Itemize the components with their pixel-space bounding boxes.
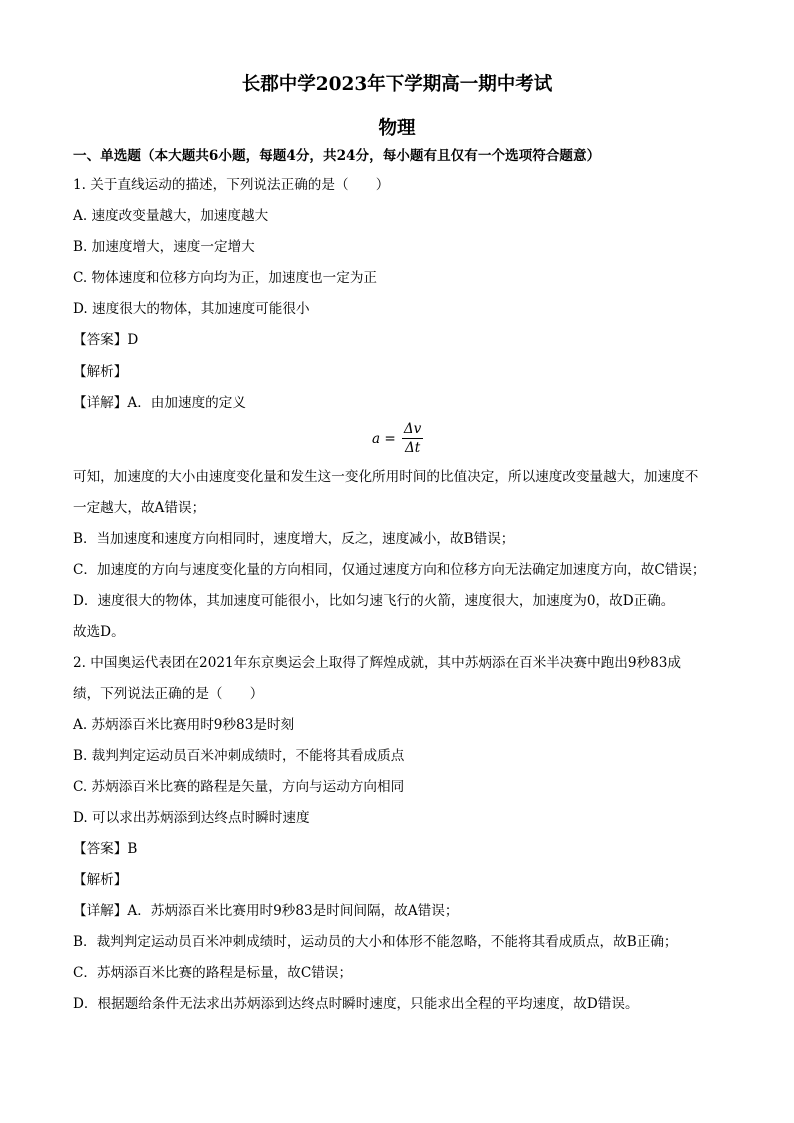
- question-1-stem: 1. 关于直线运动的描述，下列说法正确的是（ ）: [73, 177, 390, 193]
- acceleration-formula: [372, 420, 423, 457]
- question-2-option-d: D. 可以求出苏炳添到达终点时瞬时速度: [73, 810, 310, 826]
- question-2-explain-3: C．苏炳添百米比赛的路程是标量，故C错误；: [73, 965, 353, 981]
- question-1-explain-6: 故选D。: [73, 624, 125, 640]
- question-2-explain-4: D．根据题给条件无法求出苏炳添到达终点时瞬时速度，只能求出全程的平均速度，故D错误。: [73, 996, 639, 1012]
- formula-numerator: Δv: [403, 421, 422, 437]
- question-2-answer: 【答案】B: [73, 841, 138, 857]
- question-1-explain-5: D．速度很大的物体，其加速度可能很小，比如匀速飞行的火箭，速度很大，加速度为0，故D正确。: [73, 593, 675, 609]
- formula-fraction: [402, 420, 424, 457]
- question-2-stem-line-1: 2. 中国奥运代表团在2021年东京奥运会上取得了辉煌成就，其中苏炳添在百米半决赛中跑出9秒83成: [73, 655, 681, 671]
- question-1-option-b: B. 加速度增大，速度一定增大: [73, 239, 255, 255]
- question-2-option-c: C. 苏炳添百米比赛的路程是矢量，方向与运动方向相同: [73, 779, 405, 795]
- question-2-explain-1: 【详解】A．苏炳添百米比赛用时9秒83是时间间隔，故A错误；: [73, 903, 459, 919]
- formula-denominator: Δt: [404, 440, 421, 456]
- exam-title: 长郡中学2023年下学期高一期中考试: [241, 74, 553, 95]
- question-1-explain-2: 一定越大，故A错误；: [73, 500, 206, 516]
- formula-lhs: a =: [372, 430, 396, 447]
- question-1-explain-1: 可知，加速度的大小由速度变化量和发生这一变化所用时间的比值决定，所以速度改变量越大，加速度不: [73, 469, 699, 485]
- question-2-analysis-label: 【解析】: [73, 872, 128, 888]
- question-2-stem-line-2: 绩，下列说法正确的是（ ）: [73, 686, 264, 702]
- question-1-option-c: C. 物体速度和位移方向均为正，加速度也一定为正: [73, 270, 378, 286]
- question-2-explain-2: B．裁判判定运动员百米冲刺成绩时，运动员的大小和体形不能忽略，不能将其看成质点，故B正确；: [73, 934, 678, 950]
- question-1-detail: 【详解】A．由加速度的定义: [73, 395, 246, 411]
- question-1-explain-4: C．加速度的方向与速度变化量的方向相同，仅通过速度方向和位移方向无法确定加速度方向，故C错误；: [73, 562, 706, 578]
- subject-title: 物理: [378, 118, 416, 139]
- question-2-option-b: B. 裁判判定运动员百米冲刺成绩时，不能将其看成质点: [73, 748, 405, 764]
- question-1-explain-3: B．当加速度和速度方向相同时，速度增大，反之，速度减小，故B错误；: [73, 531, 515, 547]
- question-1-option-a: A. 速度改变量越大，加速度越大: [73, 208, 269, 224]
- question-1-analysis-label: 【解析】: [73, 364, 128, 380]
- question-1-option-d: D. 速度很大的物体，其加速度可能很小: [73, 301, 310, 317]
- question-1-answer: 【答案】D: [73, 332, 139, 348]
- section-heading: 一、单选题（本大题共6小题，每题4分，共24分，每小题有且仅有一个选项符合题意）: [73, 148, 601, 164]
- question-2-option-a: A. 苏炳添百米比赛用时9秒83是时刻: [73, 717, 295, 733]
